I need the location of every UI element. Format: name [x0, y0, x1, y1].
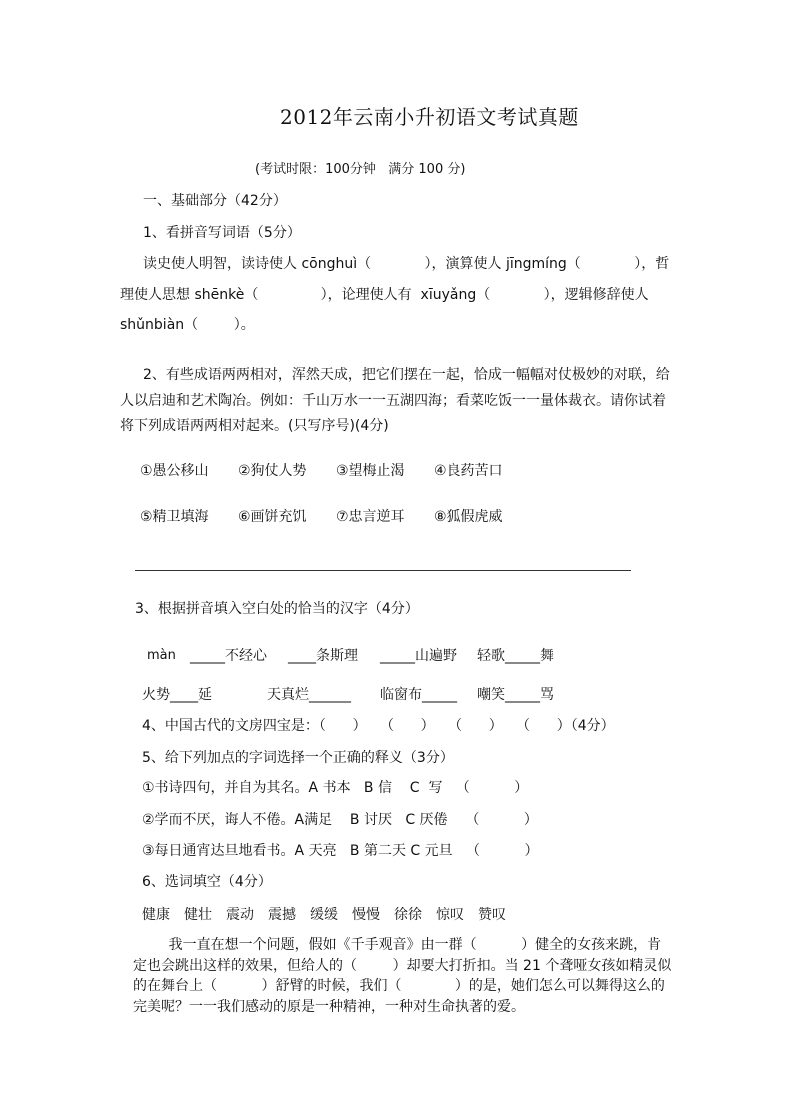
passage-line: 完美呢？一一我们感动的原是一种精神，一种对生命执著的爱。: [133, 999, 525, 1015]
question-5-item: ②学而不厌，诲人不倦。A满足 B 讨厌 C 厌倦 （ ）: [142, 812, 538, 828]
fill-blank-item: ____条斯理: [288, 648, 358, 664]
word-option: 健壮: [184, 907, 212, 923]
word-option: 惊叹: [436, 907, 464, 923]
passage-line: 我一直在想一个问题，假如《千手观音》由一群（ ）健全的女孩来跳，肯: [133, 937, 662, 953]
fill-blank-item: 火势____延: [142, 687, 212, 703]
question-3-heading: 3、根据拼音填入空白处的恰当的汉字（4分）: [135, 601, 419, 617]
word-option: 震撼: [268, 907, 296, 923]
question-5-item: ③每日通宵达旦地看书。A 天亮 B 第二天 C 元旦 （ ）: [142, 843, 539, 859]
question-5-heading: 5、给下列加点的字词选择一个正确的释义（3分）: [142, 750, 454, 766]
answer-line: [135, 570, 631, 571]
word-option: 缓缓: [310, 907, 338, 923]
fill-blank-item: 嘲笑_____骂: [477, 687, 554, 703]
question-1-line: 理使人思想 shēnkè（ ），论理使人有 xīuyǎng（ ），逻辑修辞使人: [120, 287, 649, 303]
idiom-item: ⑤精卫填海: [140, 509, 209, 525]
idiom-item: ①愚公移山: [140, 463, 209, 479]
word-option: 徐徐: [394, 907, 422, 923]
idiom-item: ⑧狐假虎威: [434, 509, 503, 525]
fill-blank-item: 临窗布_____: [380, 687, 457, 703]
word-option: 震动: [226, 907, 254, 923]
idiom-item: ⑥画饼充饥: [238, 509, 307, 525]
question-6-heading: 6、选词填空（4分）: [142, 874, 272, 890]
fill-blank-item: 天真烂______: [267, 687, 351, 703]
question-2-line: 人以启迪和艺术陶冶。例如：千山万水一一五湖四海；看菜吃饭一一量体裁衣。请你试着: [120, 393, 666, 409]
question-1-line: shǔnbiàn（ ）。: [120, 317, 255, 333]
idiom-item: ③望梅止渴: [336, 463, 405, 479]
fill-blank-item: _____山遍野: [380, 648, 457, 664]
page-title: 2012年云南小升初语文考试真题: [280, 105, 579, 129]
question-4: 4、中国古代的文房四宝是：（ ） （ ） （ ） （ ）（4分）: [142, 718, 615, 734]
passage-line: 的在舞台上（ ）舒臂的时候，我们（ ）的是，她们怎么可以舞得这么的: [133, 978, 665, 994]
idiom-item: ④良药苦口: [434, 463, 503, 479]
question-1-heading: 1、看拼音写词语（5分）: [143, 225, 301, 241]
section-heading: 一、基础部分（42分）: [143, 193, 287, 209]
exam-info: (考试时限：100分钟 满分 100 分): [255, 162, 466, 177]
fill-blank-item: 轻歌_____舞: [477, 648, 554, 664]
question-2-line: 2、有些成语两两相对，浑然天成，把它们摆在一起，恰成一幅幅对仗极妙的对联，给: [143, 367, 670, 383]
question-1-line: 读史使人明智，读诗使人 cōnghuì（ ），演算使人 jīngmíng（ ），哲: [143, 256, 670, 272]
word-option: 健康: [142, 907, 170, 923]
idiom-item: ②狗仗人势: [238, 463, 307, 479]
pinyin-hint: màn: [147, 648, 176, 663]
fill-blank-item: _____不经心: [190, 648, 267, 664]
question-2-line: 将下列成语两两相对起来。(只写序号)(4分): [120, 418, 389, 434]
idiom-item: ⑦忠言逆耳: [336, 509, 405, 525]
passage-line: 定也会跳出这样的效果，但给人的（ ）却要大打折扣。当 21 个聋哑女孩如精灵似: [133, 958, 672, 974]
word-option: 慢慢: [352, 907, 380, 923]
word-option: 赞叹: [478, 907, 506, 923]
question-5-item: ①书诗四句，并自为其名。A 书本 B 信 C 写 （ ）: [142, 780, 529, 796]
